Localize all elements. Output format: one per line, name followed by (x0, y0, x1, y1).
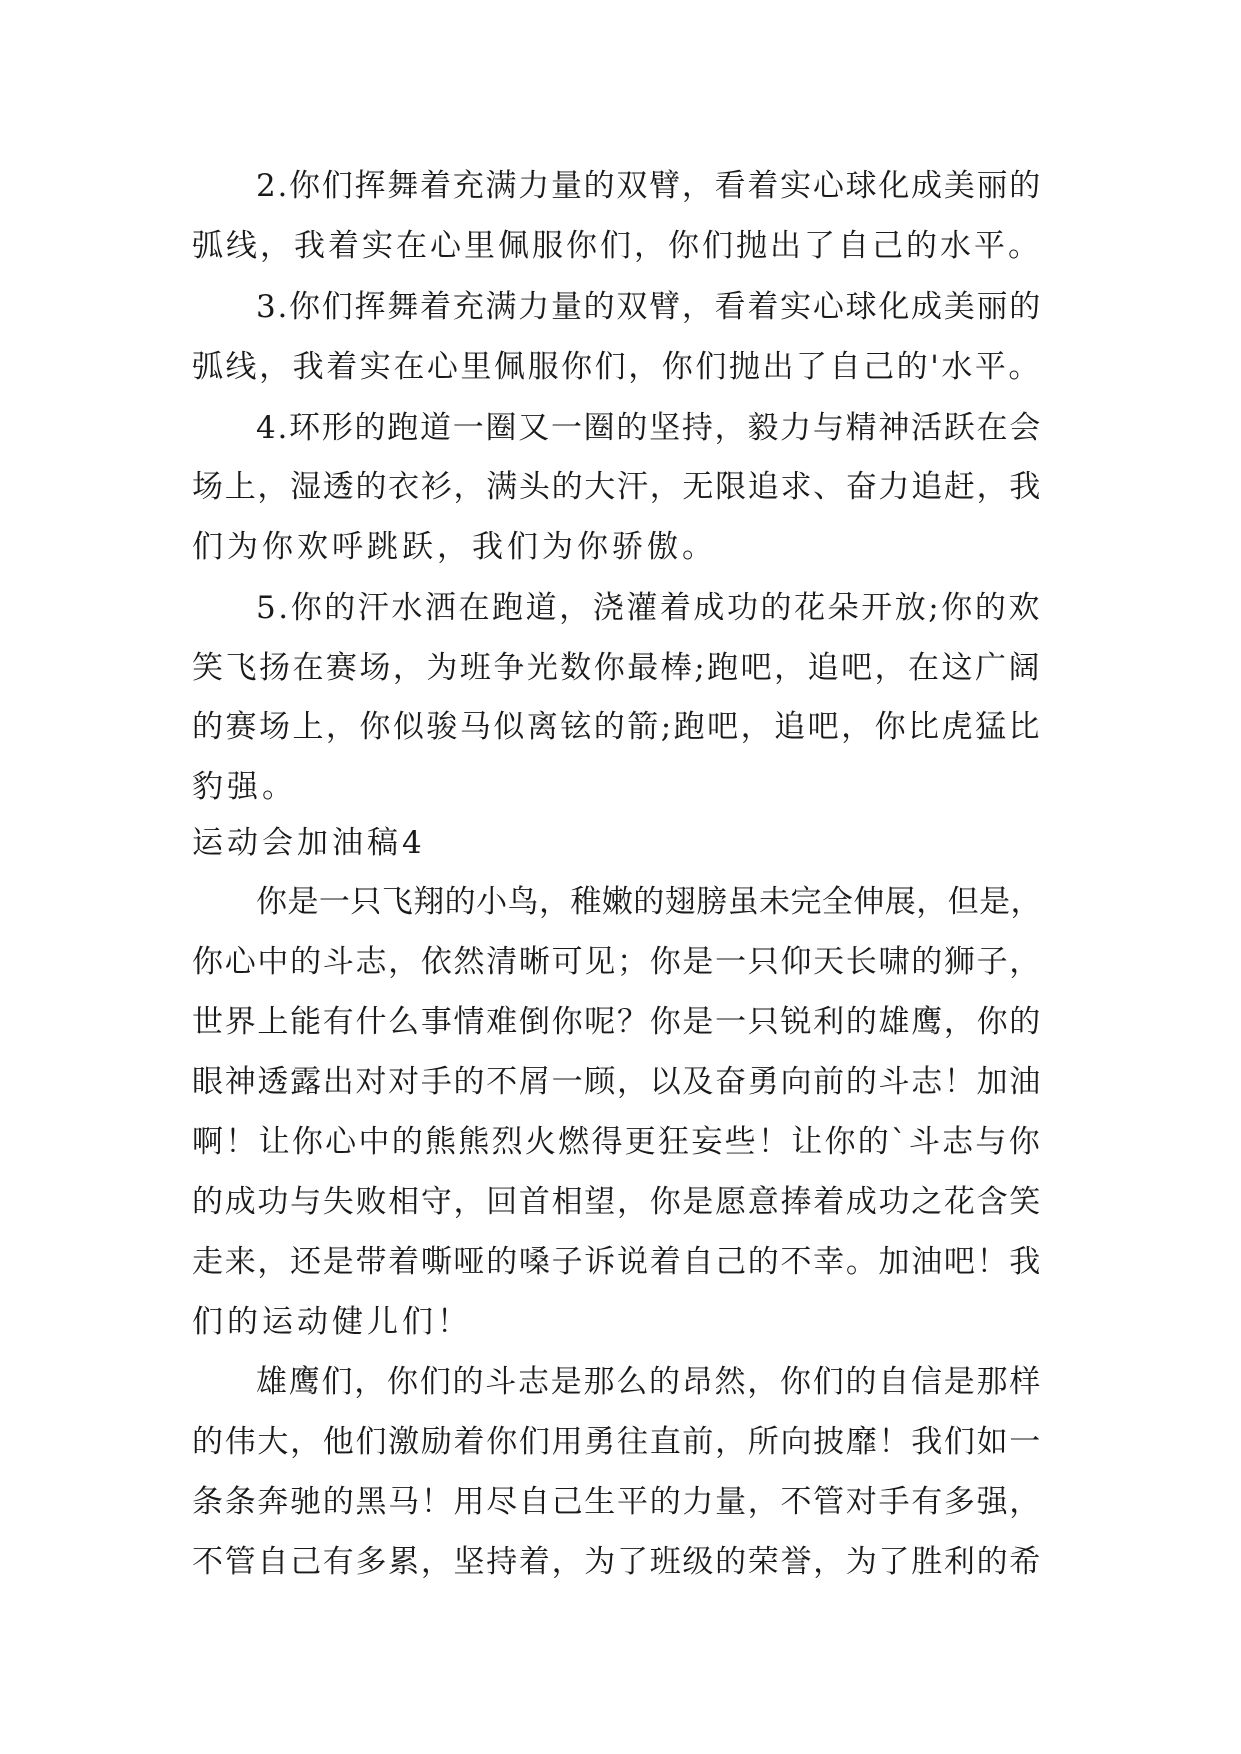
line-text: 不管自己有多累，坚持着，为了班级的荣誉，为了胜利的希 (192, 1544, 1042, 1580)
text-line (0, 1112, 1241, 1172)
text-line (0, 1172, 1241, 1232)
line-text: 豹强。 (192, 769, 297, 805)
line-text: 啊！让你心中的熊熊烈火燃得更狂妄些！让你的`斗志与你 (192, 1124, 1042, 1160)
text-line (0, 1412, 1241, 1472)
line-text: 眼神透露出对对手的不屑一顾，以及奋勇向前的斗志！加油 (192, 1064, 1042, 1100)
text-line (0, 638, 1241, 698)
line-text: 们的运动健儿们！ (192, 1304, 472, 1340)
text-line (0, 757, 1241, 817)
text-line (0, 1052, 1241, 1112)
text-line (0, 872, 1241, 932)
text-line (0, 398, 1241, 458)
line-text: 条条奔驰的黑马！用尽自己生平的力量，不管对手有多强， (192, 1484, 1042, 1520)
text-line (0, 1232, 1241, 1292)
text-line (0, 932, 1241, 992)
text-line (0, 337, 1241, 397)
line-text: 你心中的斗志，依然清晰可见；你是一只仰天长啸的狮子， (192, 944, 1042, 980)
line-text: 们为你欢呼跳跃，我们为你骄傲。 (192, 529, 717, 565)
text-line (0, 277, 1241, 337)
text-line (0, 1352, 1241, 1412)
line-text: 弧线，我着实在心里佩服你们，你们抛出了自己的'水平。 (192, 349, 1042, 385)
line-text: 3.你们挥舞着充满力量的双臂，看着实心球化成美丽的 (256, 289, 1042, 325)
line-text: 你是一只飞翔的小鸟，稚嫩的翅膀虽未完全伸展，但是， (256, 884, 1042, 920)
line-text: 的伟大，他们激励着你们用勇往直前，所向披靡！我们如一 (192, 1424, 1042, 1460)
line-text: 走来，还是带着嘶哑的嗓子诉说着自己的不幸。加油吧！我 (192, 1244, 1042, 1280)
line-text: 场上，湿透的衣衫，满头的大汗，无限追求、奋力追赶，我 (192, 469, 1042, 505)
text-line (0, 457, 1241, 517)
line-text: 弧线，我着实在心里佩服你们，你们抛出了自己的水平。 (192, 228, 1042, 264)
line-text: 的赛场上，你似骏马似离铉的箭;跑吧，追吧，你比虎猛比 (192, 709, 1042, 745)
text-line (0, 578, 1241, 638)
section-heading (0, 813, 1241, 873)
text-line (0, 697, 1241, 757)
line-text: 的成功与失败相守，回首相望，你是愿意捧着成功之花含笑 (192, 1184, 1042, 1220)
text-line (0, 1532, 1241, 1592)
text-line (0, 992, 1241, 1052)
line-text: 雄鹰们，你们的斗志是那么的昂然，你们的自信是那样 (256, 1364, 1042, 1400)
text-line (0, 156, 1241, 216)
line-text: 4.环形的跑道一圈又一圈的坚持，毅力与精神活跃在会 (256, 410, 1042, 446)
text-line (0, 1292, 1241, 1352)
line-text: 笑飞扬在赛场，为班争光数你最棒;跑吧，追吧，在这广阔 (192, 650, 1042, 686)
text-line (0, 1472, 1241, 1532)
line-text: 世界上能有什么事情难倒你呢？你是一只锐利的雄鹰，你的 (192, 1004, 1042, 1040)
line-text: 5.你的汗水洒在跑道，浇灌着成功的花朵开放;你的欢 (256, 590, 1042, 626)
text-line (0, 216, 1241, 276)
heading-text: 运动会加油稿4 (192, 825, 426, 861)
line-text: 2.你们挥舞着充满力量的双臂，看着实心球化成美丽的 (256, 168, 1042, 204)
text-line (0, 517, 1241, 577)
